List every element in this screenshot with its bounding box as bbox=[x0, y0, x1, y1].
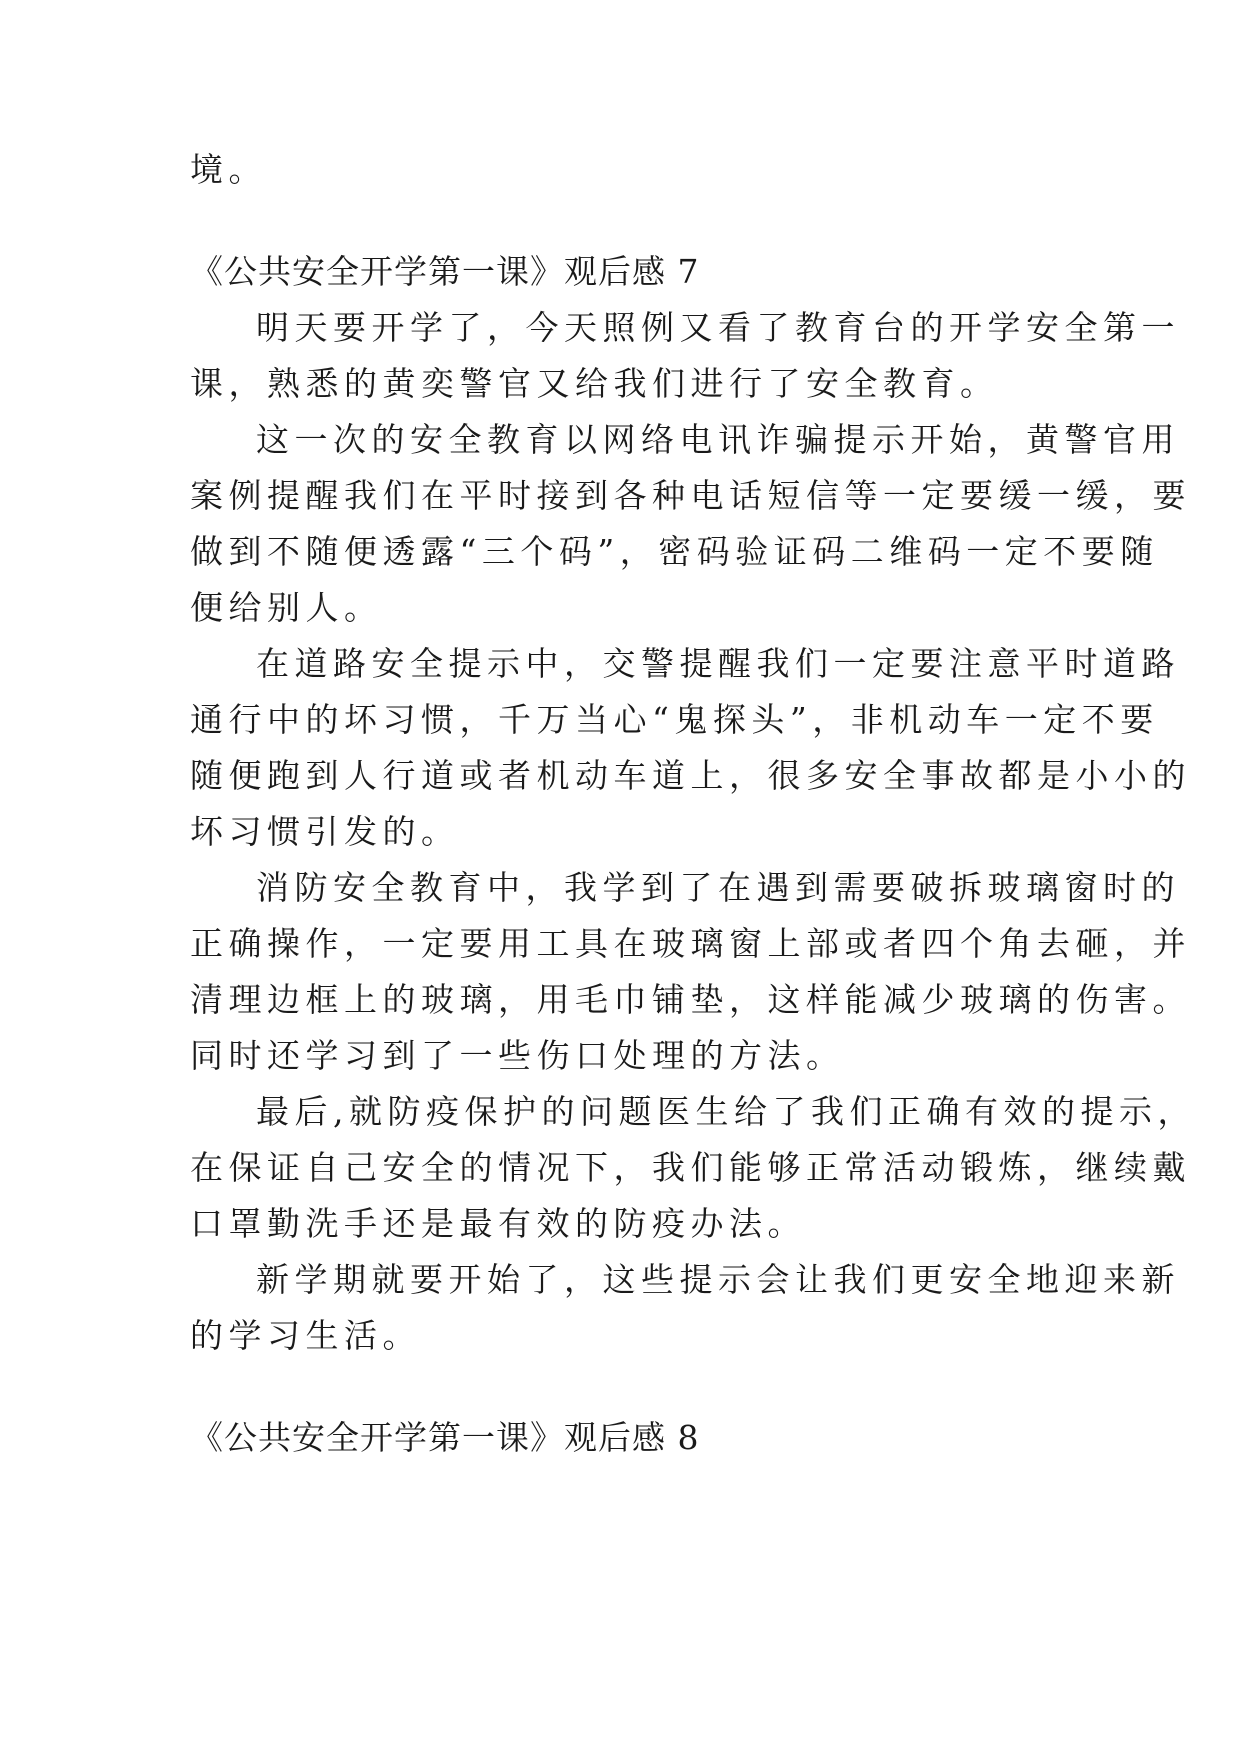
paragraph-line-top-fragment: 境。 bbox=[190, 150, 267, 189]
paragraph-line: 通行中的坏习惯，千万当心“鬼探头”，非机动车一定不要 bbox=[190, 700, 1159, 739]
paragraph-line: 随便跑到人行道或者机动车道上，很多安全事故都是小小的 bbox=[190, 756, 1191, 795]
paragraph-line: 坏习惯引发的。 bbox=[190, 812, 460, 851]
paragraph-line: 便给别人。 bbox=[190, 588, 383, 627]
section-heading-8: 《公共安全开学第一课》观后感 8 bbox=[190, 1418, 700, 1457]
paragraph-line: 清理边框上的玻璃，用毛巾铺垫，这样能减少玻璃的伤害。 bbox=[190, 980, 1191, 1019]
paragraph-line: 案例提醒我们在平时接到各种电话短信等一定要缓一缓，要 bbox=[190, 476, 1191, 515]
paragraph-line: 口罩勤洗手还是最有效的防疫办法。 bbox=[190, 1204, 806, 1243]
paragraph-line: 同时还学习到了一些伤口处理的方法。 bbox=[190, 1036, 845, 1075]
paragraph-line: 明天要开学了，今天照例又看了教育台的开学安全第一 bbox=[256, 308, 1180, 347]
paragraph-line: 正确操作，一定要用工具在玻璃窗上部或者四个角去砸，并 bbox=[190, 924, 1191, 963]
paragraph-line: 这一次的安全教育以网络电讯诈骗提示开始，黄警官用 bbox=[256, 420, 1180, 459]
paragraph-line: 的学习生活。 bbox=[190, 1316, 421, 1355]
paragraph-line: 新学期就要开始了，这些提示会让我们更安全地迎来新 bbox=[256, 1260, 1180, 1299]
paragraph-line: 课，熟悉的黄奕警官又给我们进行了安全教育。 bbox=[190, 364, 999, 403]
paragraph-line: 做到不随便透露“三个码”，密码验证码二维码一定不要随 bbox=[190, 532, 1159, 571]
paragraph-line: 最后,就防疫保护的问题医生给了我们正确有效的提示， bbox=[256, 1092, 1196, 1131]
paragraph-line: 消防安全教育中，我学到了在遇到需要破拆玻璃窗时的 bbox=[256, 868, 1180, 907]
paragraph-line: 在保证自己安全的情况下，我们能够正常活动锻炼，继续戴 bbox=[190, 1148, 1191, 1187]
paragraph-line: 在道路安全提示中，交警提醒我们一定要注意平时道路 bbox=[256, 644, 1180, 683]
section-heading-7: 《公共安全开学第一课》观后感 7 bbox=[190, 252, 700, 291]
